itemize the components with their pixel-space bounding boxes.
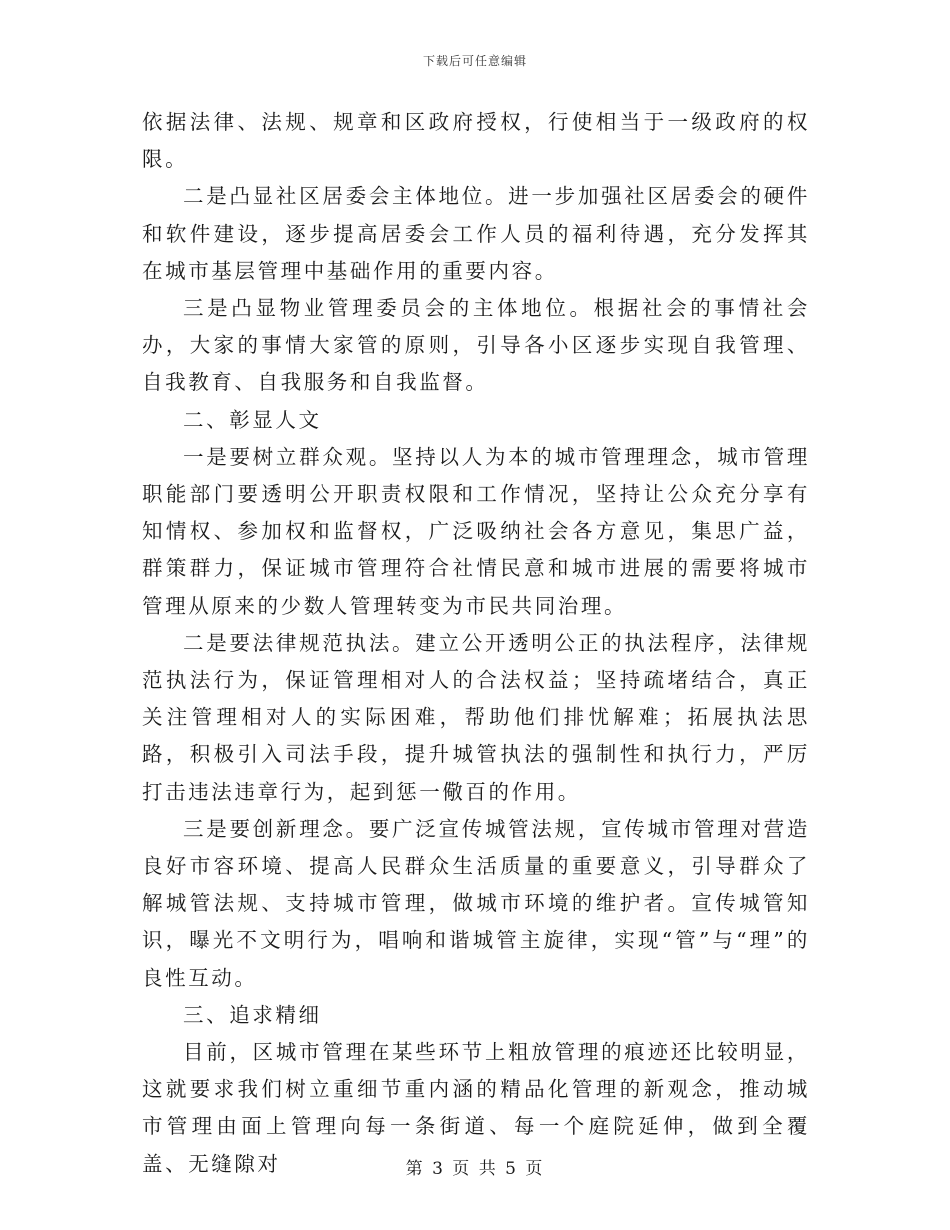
page-number: 第 3 页 共 5 页 [405,1159,545,1179]
paragraph-0: 依据法律、法规、规章和区政府授权，行使相当于一级政府的权限。 [142,110,810,172]
paragraph-1: 二是凸显社区居委会主体地位。进一步加强社区居委会的硬件和软件建设，逐步提高居委会工作人员的福利待遇，充分发挥其在城市基层管理中基础作用的重要内容。 [142,184,810,283]
paragraph-6: 三是要创新理念。要广泛宣传城管法规，宣传城市管理对营造良好市容环境、提高人民群众生活质量的重要意义，引导群众了解城管法规、支持城市管理，做城市环境的维护者。宣传城管知识，曝光不文明行为，唱响和谐城管主旋律，实现“管”与“理”的良性互动。 [142,816,810,990]
paragraph-8: 目前，区城市管理在某些环节上粗放管理的痕迹还比较明显，这就要求我们树立重细节重内涵的精品化管理的新观念，推动城市管理由面上管理向每一条街道、每一个庭院延伸，做到全覆盖、无缝隙对 [142,1040,810,1176]
section-heading-humanity: 二、彰显人文 [183,407,322,432]
section-heading-refinement: 三、追求精细 [183,1002,322,1027]
paragraph-4: 一是要树立群众观。坚持以人为本的城市管理理念，城市管理职能部门要透明公开职责权限和工作情况，坚持让公众充分享有知情权、参加权和监督权，广泛吸纳社会各方意见，集思广益，群策群力，保证城市管理符合社情民意和城市进展的需要将城市管理从原来的少数人管理转变为市民共同治理。 [142,444,810,618]
document-body [142,104,810,1183]
paragraph-2: 三是凸显物业管理委员会的主体地位。根据社会的事情社会办，大家的事情大家管的原则，引导各小区逐步实现自我管理、自我教育、自我服务和自我监督。 [142,296,810,395]
paragraph-5: 二是要法律规范执法。建立公开透明公正的执法程序，法律规范执法行为，保证管理相对人的合法权益；坚持疏堵结合，真正关注管理相对人的实际困难，帮助他们排忧解难；拓展执法思路，积极引入司法手段，提升城管执法的强制性和执行力，严厉打击违法违章行为，起到惩一儆百的作用。 [142,630,810,804]
header-note: 下载后可任意编辑 [422,54,527,68]
